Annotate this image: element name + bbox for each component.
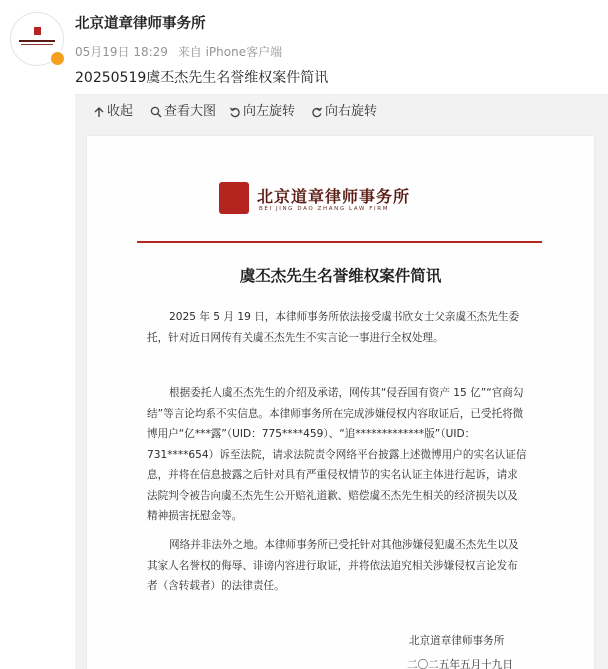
rotate-left-button[interactable]: [229, 95, 295, 129]
image-toolbar: [75, 94, 608, 128]
firm-seal-logo: [219, 182, 249, 214]
author-name[interactable]: 北京道章律师事务所: [75, 16, 206, 32]
collapse-label: 收起: [107, 104, 134, 119]
rotate-right-icon: [311, 106, 323, 118]
firm-name-script: 北京道章律师事务所: [257, 187, 411, 206]
collapse-button[interactable]: [93, 95, 133, 129]
collapse-icon: [93, 106, 105, 118]
paragraph-text: 网络并非法外之地。本律师事务所已受托针对其他涉嫌侵犯虞丕杰先生以及其家人名誉权的侮辱、诽谤内容进行取证，并将依法追究相关涉嫌侵权言论发布者（含转载者）的法律责任。: [147, 539, 519, 592]
view-large-button[interactable]: [150, 95, 216, 129]
post-header: [0, 0, 608, 92]
post-image[interactable]: [75, 128, 608, 669]
letterhead: [87, 180, 594, 230]
signature-firm: 北京道章律师事务所: [409, 635, 505, 647]
rotate-left-icon: [229, 106, 241, 118]
document-title: 虞丕杰先生名誉维权案件简讯: [239, 267, 442, 285]
rotate-right-label: 向右旋转: [325, 104, 378, 119]
paragraph-text: 根据委托人虞丕杰先生的介绍及承诺，网传其“侵吞国有资产 15 亿”“官商勾结”等言论均系不实信息。本律师事务所在完成涉嫌侵权内容取证后，已受托将微博用户“亿***露”（UID：775****459）、“追*************版”（UID：731****654）诉至法院，请求法院责令网络平台披露上述微博用户的实名认证信息，并将在信息披露之后针对具有严重侵权情节的实名认证主体进行起诉，请求法院判令被告向虞丕杰先生公开赔礼道歉、赔偿虞丕杰先生相关的经济损失以及精神损害抚慰金等。: [147, 387, 527, 522]
view-large-label: 查看大图: [164, 104, 217, 119]
post-text: 20250519虞丕杰先生名誉维权案件简讯: [75, 70, 329, 86]
letterhead-divider: [137, 241, 542, 243]
signature-date: 二〇二五年五月十九日: [407, 659, 513, 669]
paragraph-text: 2025 年 5 月 19 日，本律师事务所依法接受虞书欣女士父亲虞丕杰先生委托，针对近日网传有关虞丕杰先生不实言论一事进行全权处理。: [147, 311, 520, 344]
document-paragraph: [147, 307, 527, 348]
verified-badge-icon: [50, 51, 65, 66]
firm-logo-icon: [17, 27, 57, 51]
post-date[interactable]: 05月19日 18:29: [75, 45, 168, 59]
document-paragraph: [147, 383, 527, 527]
rotate-left-label: 向左旋转: [243, 104, 296, 119]
author-avatar[interactable]: [10, 12, 64, 66]
post-source: 来自 iPhone客户端: [177, 45, 283, 59]
rotate-right-button[interactable]: [311, 95, 377, 129]
document-paragraph: [147, 535, 527, 597]
magnifier-icon: [150, 106, 162, 118]
firm-pinyin: BEI JING DAO ZHANG LAW FIRM: [259, 206, 390, 212]
post-meta: [75, 43, 288, 60]
document-paper: [87, 136, 594, 669]
